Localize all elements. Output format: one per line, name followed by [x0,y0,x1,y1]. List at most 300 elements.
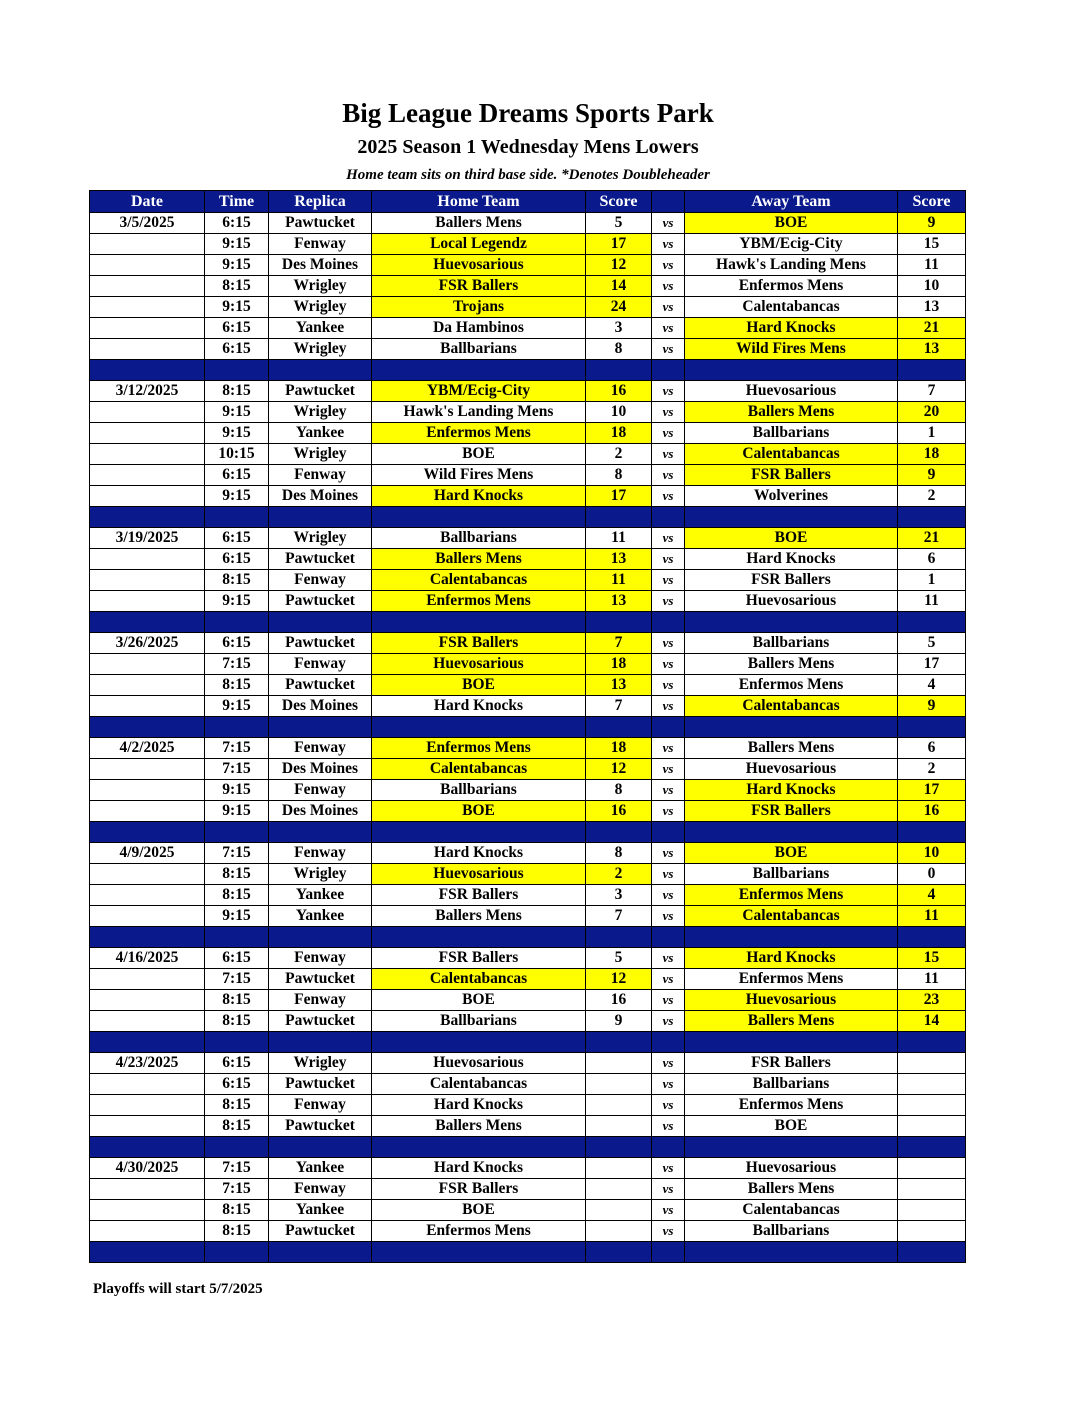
away-team-cell: YBM/Ecig-City [685,234,898,255]
week-separator [90,1242,966,1263]
table-row [90,948,966,969]
replica-cell: Pawtucket [269,1221,372,1242]
separator-cell [898,717,966,738]
separator-cell [90,822,205,843]
date-cell [90,570,205,591]
date-cell [90,591,205,612]
vs-cell: vs [652,465,685,486]
vs-cell: vs [652,297,685,318]
away-score-cell: 11 [898,591,966,612]
separator-cell [652,1137,685,1158]
table-row [90,381,966,402]
separator-cell [898,612,966,633]
separator-cell [652,360,685,381]
home-score-cell: 13 [586,675,652,696]
vs-cell: vs [652,444,685,465]
away-team-cell: Enfermos Mens [685,969,898,990]
replica-cell: Pawtucket [269,633,372,654]
date-cell [90,885,205,906]
home-score-cell: 12 [586,759,652,780]
home-team-cell: FSR Ballers [372,633,586,654]
table-row [90,1179,966,1200]
home-team-cell: Ballers Mens [372,906,586,927]
away-team-cell: BOE [685,843,898,864]
table-row [90,780,966,801]
away-team-cell: Calentabancas [685,696,898,717]
home-team-cell: Local Legendz [372,234,586,255]
away-score-cell: 13 [898,339,966,360]
replica-cell: Fenway [269,738,372,759]
home-team-cell: BOE [372,1200,586,1221]
away-score-cell: 4 [898,885,966,906]
table-row [90,1053,966,1074]
separator-cell [372,507,586,528]
date-cell: 4/16/2025 [90,948,205,969]
table-row [90,213,966,234]
vs-cell: vs [652,1200,685,1221]
home-team-cell: Ballers Mens [372,213,586,234]
home-team-cell: Enfermos Mens [372,591,586,612]
time-cell: 8:15 [205,1200,269,1221]
table-row [90,465,966,486]
time-cell: 8:15 [205,276,269,297]
week-separator [90,717,966,738]
separator-cell [898,1032,966,1053]
separator-cell [269,927,372,948]
home-score-cell: 16 [586,801,652,822]
home-team-cell: Ballbarians [372,1011,586,1032]
vs-cell: vs [652,549,685,570]
table-row [90,633,966,654]
away-team-cell: Ballbarians [685,423,898,444]
home-team-cell: Huevosarious [372,1053,586,1074]
home-team-cell: Ballers Mens [372,549,586,570]
replica-cell: Pawtucket [269,1011,372,1032]
table-row [90,759,966,780]
time-cell: 9:15 [205,255,269,276]
separator-cell [898,927,966,948]
week-separator [90,927,966,948]
separator-cell [898,1242,966,1263]
away-team-cell: Huevosarious [685,591,898,612]
table-row [90,549,966,570]
separator-cell [685,1137,898,1158]
time-cell: 7:15 [205,759,269,780]
vs-cell: vs [652,1158,685,1179]
col-home-team: Home Team [372,191,586,213]
home-score-cell: 13 [586,549,652,570]
table-row [90,885,966,906]
vs-cell: vs [652,276,685,297]
away-score-cell [898,1200,966,1221]
home-score-cell: 3 [586,885,652,906]
table-row [90,528,966,549]
separator-cell [685,822,898,843]
vs-cell: vs [652,339,685,360]
vs-cell: vs [652,1074,685,1095]
time-cell: 9:15 [205,486,269,507]
away-score-cell: 10 [898,843,966,864]
date-cell [90,1095,205,1116]
separator-cell [269,1242,372,1263]
home-score-cell: 7 [586,633,652,654]
separator-cell [685,1242,898,1263]
away-team-cell: Hard Knocks [685,549,898,570]
page-title: Big League Dreams Sports Park [342,98,714,128]
time-cell: 8:15 [205,885,269,906]
table-row [90,423,966,444]
table-row [90,591,966,612]
date-cell [90,780,205,801]
separator-cell [898,360,966,381]
schedule-table [89,190,966,1263]
home-score-cell: 8 [586,780,652,801]
home-team-cell: Wild Fires Mens [372,465,586,486]
away-score-cell [898,1053,966,1074]
home-team-cell: FSR Ballers [372,948,586,969]
time-cell: 6:15 [205,528,269,549]
replica-cell: Pawtucket [269,969,372,990]
replica-cell: Wrigley [269,528,372,549]
time-cell: 8:15 [205,1116,269,1137]
away-team-cell: FSR Ballers [685,1053,898,1074]
date-cell [90,1116,205,1137]
col-away-score: Score [898,191,966,213]
date-cell [90,1221,205,1242]
replica-cell: Fenway [269,570,372,591]
table-row [90,990,966,1011]
away-score-cell [898,1116,966,1137]
away-team-cell: Wild Fires Mens [685,339,898,360]
away-score-cell: 18 [898,444,966,465]
away-team-cell: Huevosarious [685,759,898,780]
away-team-cell: Huevosarious [685,1158,898,1179]
table-row [90,654,966,675]
page-subtitle: 2025 Season 1 Wednesday Mens Lowers [357,136,699,158]
replica-cell: Wrigley [269,864,372,885]
separator-cell [652,1242,685,1263]
home-team-cell: FSR Ballers [372,885,586,906]
table-row [90,738,966,759]
away-score-cell: 9 [898,465,966,486]
home-team-cell: Trojans [372,297,586,318]
date-cell [90,1179,205,1200]
time-cell: 6:15 [205,948,269,969]
away-team-cell: Huevosarious [685,381,898,402]
away-score-cell: 20 [898,402,966,423]
table-row [90,1074,966,1095]
vs-cell: vs [652,213,685,234]
separator-cell [372,1032,586,1053]
date-cell [90,444,205,465]
away-team-cell: Hawk's Landing Mens [685,255,898,276]
away-team-cell: Ballers Mens [685,1011,898,1032]
separator-cell [269,1032,372,1053]
table-row [90,318,966,339]
replica-cell: Wrigley [269,297,372,318]
away-team-cell: Hard Knocks [685,780,898,801]
table-row [90,486,966,507]
time-cell: 9:15 [205,801,269,822]
separator-cell [652,1032,685,1053]
home-score-cell: 12 [586,255,652,276]
time-cell: 9:15 [205,780,269,801]
away-score-cell: 1 [898,570,966,591]
table-row [90,297,966,318]
time-cell: 8:15 [205,381,269,402]
time-cell: 8:15 [205,570,269,591]
vs-cell: vs [652,1179,685,1200]
away-team-cell: Wolverines [685,486,898,507]
table-row [90,696,966,717]
time-cell: 8:15 [205,675,269,696]
date-cell [90,234,205,255]
vs-cell: vs [652,528,685,549]
home-score-cell: 8 [586,339,652,360]
date-cell [90,969,205,990]
home-team-cell: Hawk's Landing Mens [372,402,586,423]
away-team-cell: Enfermos Mens [685,675,898,696]
home-score-cell: 12 [586,969,652,990]
away-score-cell: 14 [898,1011,966,1032]
replica-cell: Wrigley [269,1053,372,1074]
date-cell: 4/2/2025 [90,738,205,759]
playoffs-note: Playoffs will start 5/7/2025 [93,1281,263,1297]
replica-cell: Wrigley [269,444,372,465]
separator-cell [685,1032,898,1053]
home-score-cell: 8 [586,465,652,486]
vs-cell: vs [652,801,685,822]
away-score-cell: 16 [898,801,966,822]
home-score-cell: 2 [586,444,652,465]
separator-cell [652,507,685,528]
replica-cell: Fenway [269,465,372,486]
home-score-cell: 9 [586,1011,652,1032]
vs-cell: vs [652,843,685,864]
time-cell: 8:15 [205,1095,269,1116]
date-cell [90,318,205,339]
home-score-cell: 7 [586,906,652,927]
home-score-cell: 24 [586,297,652,318]
table-row [90,234,966,255]
separator-cell [898,507,966,528]
away-team-cell: FSR Ballers [685,801,898,822]
date-cell [90,402,205,423]
home-score-cell: 14 [586,276,652,297]
time-cell: 9:15 [205,234,269,255]
separator-cell [586,360,652,381]
away-score-cell [898,1179,966,1200]
separator-cell [205,1242,269,1263]
home-team-cell: Enfermos Mens [372,1221,586,1242]
away-score-cell: 10 [898,276,966,297]
replica-cell: Fenway [269,654,372,675]
home-score-cell: 11 [586,528,652,549]
replica-cell: Pawtucket [269,1116,372,1137]
table-row [90,402,966,423]
date-cell [90,654,205,675]
date-cell: 3/5/2025 [90,213,205,234]
vs-cell: vs [652,885,685,906]
table-row [90,1116,966,1137]
replica-cell: Des Moines [269,255,372,276]
away-score-cell: 21 [898,528,966,549]
separator-cell [90,360,205,381]
replica-cell: Yankee [269,885,372,906]
vs-cell: vs [652,675,685,696]
replica-cell: Pawtucket [269,1074,372,1095]
table-row [90,1158,966,1179]
date-cell: 4/30/2025 [90,1158,205,1179]
separator-cell [205,717,269,738]
separator-cell [685,507,898,528]
replica-cell: Fenway [269,843,372,864]
time-cell: 8:15 [205,1221,269,1242]
home-score-cell: 2 [586,864,652,885]
date-cell [90,759,205,780]
home-team-cell: Calentabancas [372,1074,586,1095]
time-cell: 8:15 [205,990,269,1011]
replica-cell: Wrigley [269,402,372,423]
home-team-cell: Calentabancas [372,570,586,591]
home-team-cell: FSR Ballers [372,1179,586,1200]
replica-cell: Pawtucket [269,591,372,612]
col-replica: Replica [269,191,372,213]
time-cell: 6:15 [205,549,269,570]
away-team-cell: Enfermos Mens [685,1095,898,1116]
replica-cell: Des Moines [269,696,372,717]
date-cell [90,990,205,1011]
time-cell: 6:15 [205,339,269,360]
date-cell [90,255,205,276]
col-away-team: Away Team [685,191,898,213]
vs-cell: vs [652,990,685,1011]
vs-cell: vs [652,969,685,990]
separator-cell [586,927,652,948]
table-row [90,1200,966,1221]
date-cell: 3/26/2025 [90,633,205,654]
table-row [90,1095,966,1116]
away-team-cell: FSR Ballers [685,465,898,486]
separator-cell [898,822,966,843]
date-cell [90,696,205,717]
separator-cell [372,612,586,633]
away-team-cell: Ballbarians [685,1221,898,1242]
replica-cell: Pawtucket [269,549,372,570]
date-cell [90,549,205,570]
vs-cell: vs [652,1221,685,1242]
home-score-cell [586,1179,652,1200]
home-team-cell: BOE [372,801,586,822]
replica-cell: Des Moines [269,801,372,822]
vs-cell: vs [652,948,685,969]
replica-cell: Fenway [269,234,372,255]
time-cell: 6:15 [205,318,269,339]
table-row [90,276,966,297]
week-separator [90,1032,966,1053]
separator-cell [586,612,652,633]
away-team-cell: Ballbarians [685,864,898,885]
vs-cell: vs [652,234,685,255]
separator-cell [205,927,269,948]
away-score-cell: 6 [898,549,966,570]
home-score-cell [586,1116,652,1137]
vs-cell: vs [652,780,685,801]
away-score-cell [898,1221,966,1242]
vs-cell: vs [652,1095,685,1116]
separator-cell [205,1032,269,1053]
away-team-cell: BOE [685,213,898,234]
time-cell: 7:15 [205,969,269,990]
home-team-cell: Calentabancas [372,969,586,990]
week-separator [90,360,966,381]
away-team-cell: BOE [685,528,898,549]
home-team-cell: Huevosarious [372,255,586,276]
col-time: Time [205,191,269,213]
away-score-cell: 17 [898,780,966,801]
vs-cell: vs [652,402,685,423]
away-score-cell: 7 [898,381,966,402]
date-cell [90,486,205,507]
separator-cell [586,507,652,528]
time-cell: 10:15 [205,444,269,465]
week-separator [90,507,966,528]
away-score-cell: 1 [898,423,966,444]
away-score-cell: 15 [898,948,966,969]
home-team-cell: BOE [372,675,586,696]
away-team-cell: FSR Ballers [685,570,898,591]
separator-cell [586,1032,652,1053]
replica-cell: Fenway [269,780,372,801]
separator-cell [586,1137,652,1158]
away-team-cell: Huevosarious [685,990,898,1011]
away-score-cell: 23 [898,990,966,1011]
separator-cell [90,507,205,528]
separator-cell [586,1242,652,1263]
away-score-cell [898,1158,966,1179]
date-cell [90,1074,205,1095]
separator-cell [652,612,685,633]
date-cell: 3/12/2025 [90,381,205,402]
separator-cell [90,1137,205,1158]
time-cell: 7:15 [205,654,269,675]
away-score-cell [898,1074,966,1095]
table-row [90,906,966,927]
week-separator [90,612,966,633]
home-score-cell: 8 [586,843,652,864]
replica-cell: Yankee [269,1200,372,1221]
home-team-cell: Hard Knocks [372,1095,586,1116]
away-team-cell: Calentabancas [685,444,898,465]
home-team-cell: Hard Knocks [372,486,586,507]
separator-cell [205,1137,269,1158]
away-score-cell: 17 [898,654,966,675]
header-row [90,191,966,213]
vs-cell: vs [652,1116,685,1137]
schedule-body [90,213,966,1263]
date-cell [90,1011,205,1032]
week-separator [90,1137,966,1158]
home-score-cell [586,1158,652,1179]
home-score-cell: 18 [586,738,652,759]
home-score-cell: 11 [586,570,652,591]
time-cell: 8:15 [205,864,269,885]
home-score-cell: 3 [586,318,652,339]
separator-cell [372,360,586,381]
time-cell: 9:15 [205,591,269,612]
away-score-cell: 15 [898,234,966,255]
schedule-note: Home team sits on third base side. *Denotes Doubleheader [346,167,710,183]
